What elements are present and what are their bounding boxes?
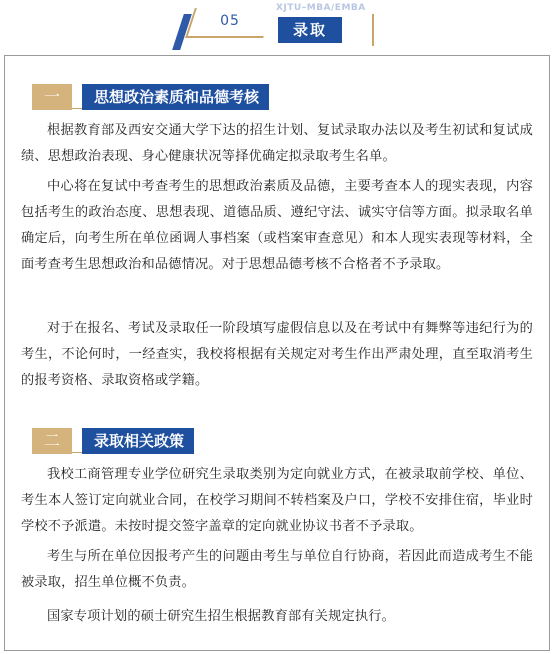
section-title: 录取相关政策	[82, 428, 194, 454]
section-number-badge: 二	[32, 428, 72, 454]
section-number: 05	[220, 13, 240, 29]
paragraph: 根据教育部及西安交通大学下达的招生计划、复试录取办法以及考生初试和复试成绩、思想政治表现、身心健康状况等择优确定拟录取考生名单。	[21, 123, 533, 164]
header-divider	[372, 14, 374, 46]
paragraph: 中心将在复试中考查考生的思想政治素质及品德，主要考查本人的现实表现，内容包括考生的政治态度、思想表现、道德品质、遵纪守法、诚实守信等方面。拟录取名单确定后，向考生所在单位函调人事档案（或档案审查意见）和本人现实表现等材料，全面考查考生思想政治和品德情况。对于思想品德考核不合格者不予录取。	[21, 179, 533, 272]
brand-label: XJTU–MBA/EMBA	[276, 3, 366, 13]
section-underline	[72, 108, 82, 109]
paragraph: 考生与所在单位因报考产生的问题由考生与单位自行协商，若因此而造成考生不能被录取，招生单位概不负责。	[21, 549, 533, 590]
page-title-tag: 录取	[278, 17, 342, 43]
paragraph: 对于在报名、考试及录取任一阶段填写虚假信息以及在考试中有舞弊等违纪行为的考生，不论何时，一经查实，我校将根据有关规定对考生作出严肃处理，直至取消考生的报考资格、录取资格或学籍。	[21, 321, 533, 388]
section-number-badge: 一	[32, 84, 72, 110]
section-title: 思想政治素质和品德考核	[82, 84, 269, 110]
paragraph: 我校工商管理专业学位研究生录取类别为定向就业方式，在被录取前学校、单位、考生本人签订定向就业合同，在校学习期间不转档案及户口，学校不安排住宿，毕业时学校不予派遣。未按时提交签字盖章的定向就业协议书者不予录取。	[21, 467, 533, 534]
section-underline	[72, 452, 82, 453]
paragraph: 国家专项计划的硕士研究生招生根据教育部有关规定执行。	[47, 609, 396, 624]
